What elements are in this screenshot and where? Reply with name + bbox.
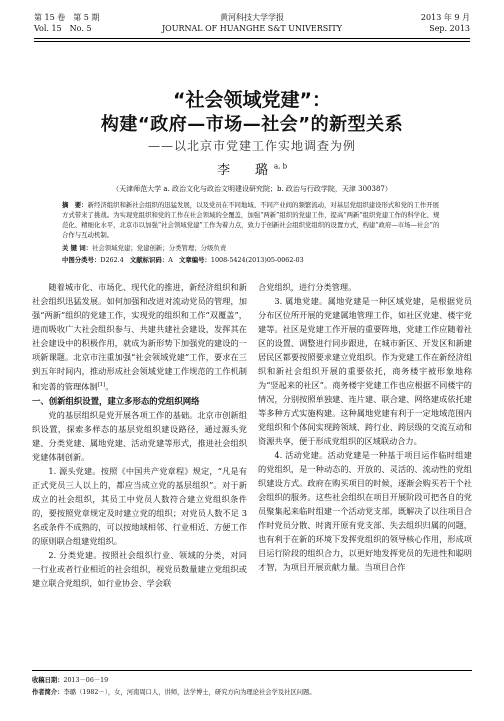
journal-name-cn: 黄河科技大学学报 (220, 13, 284, 22)
abstract-label: 摘 要： (62, 201, 88, 209)
keywords-text: 社会领域党建；党建创新；分类管理；分级负责 (92, 244, 227, 252)
article-no: 1008-5424(2013)05-0062-03 (210, 256, 304, 264)
footnote-block (32, 670, 472, 699)
clc-code: D262.4 (100, 256, 124, 264)
author-affil-marks: a, b (273, 162, 288, 171)
keywords-label: 关 键 词： (62, 244, 93, 252)
body-paragraph: 随着城市化、市场化、现代化的推进，新经济组织和新社会组织迅猛发展。如何加强和改进对流动党员的管理，加强“两新”组织的党建工作，实现党的组织和工作“双覆盖”，进而吸收广大社会组织参与、共建共建社会建设，发挥其在社会建设中的积极作用，就成为新形势下加强党的建设的一项新课题。北京市注重加强“社会领域党建”工作，要求在三到五年时间内，推动形成社会领域党建工作规范的工作机制和完善的管理体制[1]。 (32, 282, 247, 392)
doc-code-label: 文献标识码： (129, 256, 169, 264)
header-rule-thick (34, 38, 470, 39)
article-no-label: 文章编号： (178, 256, 211, 264)
title-line-1: “社会领域党建”： (173, 89, 331, 111)
classification-line (62, 255, 442, 265)
body-paragraph: 党的基层组织是党开展各项工作的基础。北京市创新组织设置，探索多样态的基层党组织建设路径，通过源头党建、分类党建、属地党建、活动党建等形式，推进社会组织党建体制创新。 (32, 409, 247, 462)
abstract-block (62, 200, 442, 265)
body-column-left (32, 280, 247, 590)
footnote-rule (32, 670, 472, 671)
author-name: 李 璐 (216, 163, 274, 178)
body-column-right (258, 280, 472, 574)
abstract-text: 新经济组织和新社会组织的迅猛发展，以及党员在不同地域、不同产业间的频繁流动，对基层党组织建设形式和党的工作开展方式带来了挑战。为实现党组织和党的工作在社会领域的全覆盖，加强“两新”组织的党建工作，提高“两新”组织党建工作的科学化、规范化、精细化水平，北京市以加强“社会领域党建”工作为着力点，致力于创新社会组织党组织的设置方式，构建“政府—市场—社会”的合作与互动机制。 (62, 201, 440, 239)
affiliation: （天津师范大学 a. 政治文化与政治文明建设研究院；b. 政治与行政学院，天津 300387） (112, 185, 392, 193)
journal-name-en: JOURNAL OF HUANGHE S&T UNIVERSITY (161, 24, 343, 33)
received-date: 收稿日期：2013－06－19 (32, 677, 109, 684)
keywords (62, 243, 442, 253)
author-bio: 作者简介：李璐（1982－），女，河南周口人，讲师，法学博士，研究方向为理论社会学及社区问题。 (32, 689, 316, 696)
title-line-2: 构建“政府—市场—社会”的新型关系 (100, 114, 404, 135)
running-header (34, 12, 470, 42)
doc-code: A (168, 256, 173, 264)
date-cn: 2013 年 9 月 (420, 13, 470, 22)
header-rule-thin (34, 41, 470, 42)
volume-cn: 第 15 卷 第 5 期 (34, 13, 100, 22)
body-paragraph: 3. 属地党建。属地党建是一种区域党建，是根据党员分布区位所开展的党建属地管理工作，如社区党建、楼宇党建等。社区是党建工作开展的重要阵地，党建工作应随着社区的设置、调整进行同步跟进，在城市新区、开发区和新建居民区都要按照要求建立党组织。作为党建工作在新经济组织和新社会组织开展的重要依托，商务楼宇被形象地称为“竖起来的社区”。商务楼宇党建工作也应根据不同楼宇的情况，分别按照单独建、连片建、联合建、网络建成依托建等多种方式实施构建。这种属地党建有利于一定地域范围内党组织和个体间实现跨领域、跨行业、跨层级的交流互动和资源共享，便于形成党组织的区域联动合力。 (258, 296, 472, 446)
author-line (0, 159, 504, 178)
abstract (62, 200, 442, 240)
body-paragraph: 2. 分类党建。按照社会组织行业、领域的分类，对同一行业或者行业相近的社会组织，视党员数量建立党组织或建立联合党组织，如行业协会、学会联 (32, 549, 247, 588)
body-paragraph: 1. 源头党建。按照《中国共产党章程》规定，“凡是有正式党员三人以上的，都应当成立党的基层组织”。对于新成立的社会组织，其员工中党员人数符合建立党组织条件的，要按照党章规定及时建立党的组织；对党员人数不足 3 名或条件不成熟的，可以按地域相邻、行业相近、方便工作的原则联合组建党组织。 (32, 465, 247, 546)
subtitle: ——以北京市党建工作实地调查为例 (147, 139, 356, 153)
clc-label: 中图分类号： (62, 256, 101, 264)
date-en: Sep. 2013 (429, 24, 470, 33)
citation-ref: [1] (97, 382, 106, 388)
journal-name (34, 12, 470, 34)
body-paragraph: 合党组织，进行分类管理。 (258, 282, 357, 292)
issue-date (421, 12, 470, 34)
body-paragraph: 4. 活动党建。活动党建是一种基于项目运作临时组建的党组织，是一种动态的、开放的、灵活的、流动性的党组织建设方式。政府在购买项目的时候，逐渐会购买若干个社会组织的服务。这些社会组织在项目开展阶段可把各自的党员聚集起来临时组建一个活动党支部，既解决了以往项目合作时党员分散、时离开原有党支部、失去组织归属的问题，也有利于在新的环境下发挥党组织的领导核心作用，形成项目运行阶段的组织合力，以更好地发挥党员的先进性和聪明才智，为项目开展贡献力量。当项目合作 (258, 450, 472, 572)
section-heading-1: 一、创新组织设置，建立多形态的党组织网络 (32, 395, 200, 406)
volume-en: Vol. 15 No. 5 (34, 24, 92, 33)
